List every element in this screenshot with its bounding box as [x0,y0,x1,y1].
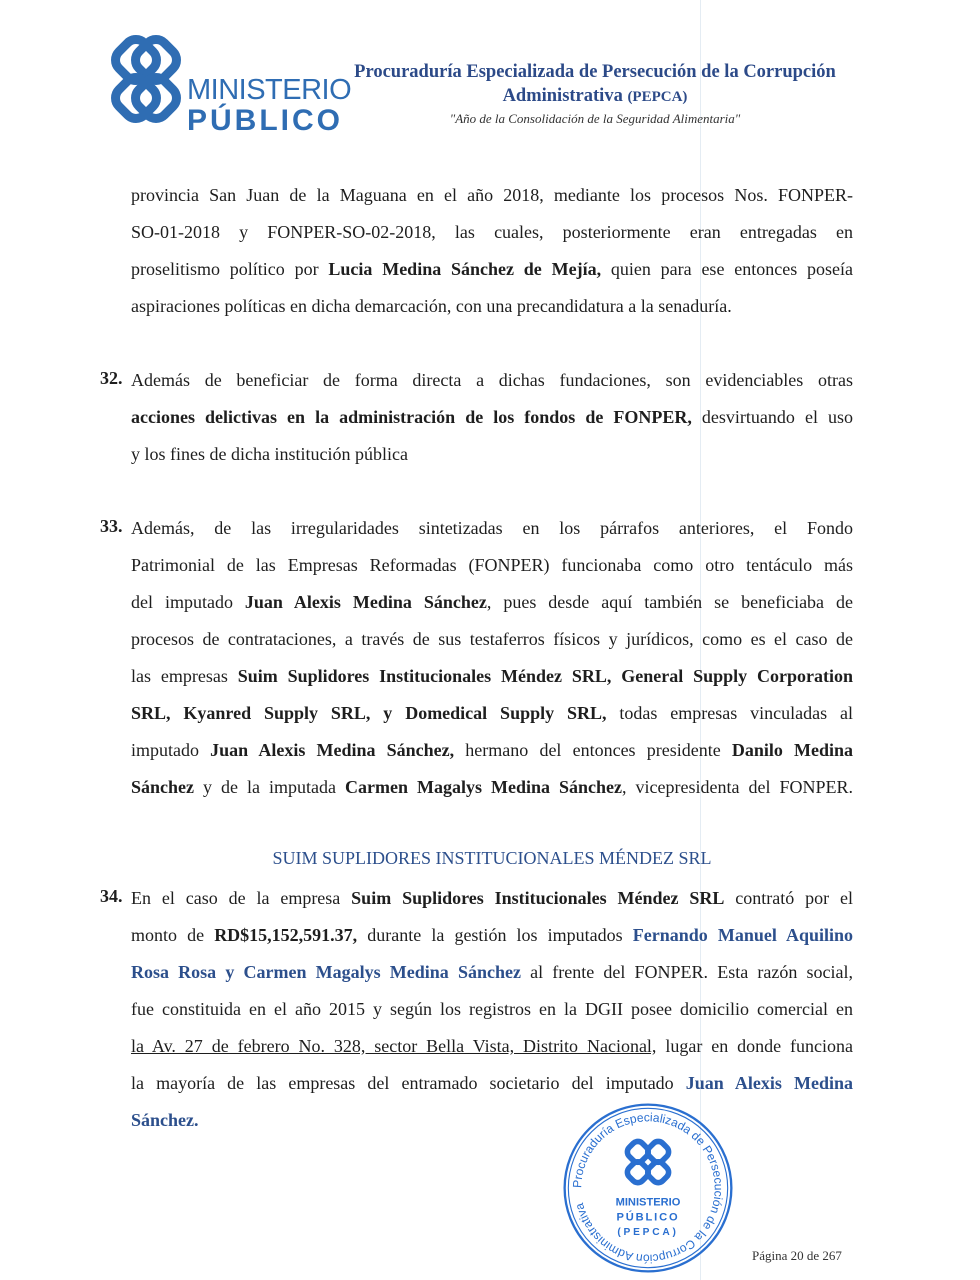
knot-logo-icon [104,34,184,134]
text-line [131,516,853,553]
paragraph-34 [100,886,853,1145]
text-run: las empresas [131,666,238,686]
text-run: la mayoría de las empresas del entramado societario del imputado [131,1073,686,1093]
text-run: y de la imputada [194,777,345,797]
text-line [131,960,853,997]
header-title-administrativa: Administrativa [502,86,623,106]
text-line [131,368,853,405]
text-line [131,997,853,1034]
stamp-line2: PÚBLICO [616,1211,680,1224]
text-line [131,1108,853,1145]
text-line [131,1034,853,1071]
text-run: imputado [131,740,211,760]
stamp-line1: MINISTERIO [615,1196,681,1209]
header-acronym: (PEPCA) [627,89,688,105]
bold-name: Juan Alexis Medina Sánchez [244,592,487,612]
text-run: monto de [131,925,215,945]
text-run: desvirtuando el uso [691,407,853,427]
text-run: provincia San Juan de la Maguana en el año 2018, mediante los procesos Nos. FONPER- [131,185,853,205]
text-line [131,1071,853,1108]
document-header [330,60,860,129]
text-line [131,220,853,257]
text-run: quien para ese entonces poseía [601,259,853,279]
text-run: fue constituida en el año 2015 y según los registros en la DGII posee domicilio comercial en [131,999,853,1019]
stamp-line3: (PEPCA) [617,1227,679,1239]
pepca-stamp [560,1100,736,1276]
text-line [131,442,853,479]
text-run: durante la gestión los imputados [357,925,633,945]
text-run: procesos de contrataciones, a través de sus testaferros físicos y jurídicos, como es el caso de [131,629,853,649]
bold-name: Rosa Rosa y Carmen Magalys Medina Sánchez [131,962,521,982]
text-run: contrató por el [724,888,853,908]
bold-name: RD$15,152,591.37, [214,925,358,945]
bold-name: Sánchez. [131,1110,199,1130]
bold-name: Suim Suplidores Institucionales Méndez SRL, General Supply Corporation [237,666,854,686]
text-run: , vicepresidenta del FONPER. [622,777,853,797]
text-run: aspiraciones políticas en dicha demarcación, con una precandidatura a la senaduría. [131,296,732,316]
bold-name: acciones delictivas en la administración de los fondos de FONPER, [131,407,692,427]
bold-name: Suim Suplidores Institucionales Méndez SRL [351,888,725,908]
header-title-line1: Procuraduría Especializada de Persecución de la Corrupción [354,62,836,82]
text-run: Patrimonial de las Empresas Reformadas (FONPER) funcionaba como otro tentáculo más [131,555,853,575]
stamp-ring-text: Procuraduría Especializada de Persecución de la Corrupción Administrativa [570,1110,726,1266]
logo-text-ministerio: MINISTERIO [187,74,352,106]
paragraph-number: 32. [100,368,123,388]
bold-name: SRL, Kyanred Supply SRL, y Domedical Supply SRL, [131,703,607,723]
bold-name: Fernando Manuel Aquilino [632,925,853,945]
text-run: del imputado [131,592,245,612]
bold-name: Juan Alexis Medina Sánchez, [210,740,455,760]
text-run: , pues desde aquí también se beneficiaba de [486,592,854,612]
text-line [131,294,853,331]
text-line [131,183,853,220]
paragraph-continuation [131,183,853,331]
text-line [131,738,853,775]
text-run: lugar en donde funciona [656,1036,853,1056]
paragraph-32 [100,368,853,479]
logo-text-publico: PÚBLICO [187,104,343,137]
text-line [131,590,853,627]
text-run: Además, de las irregularidades sintetizadas en los párrafos anteriores, el Fondo [131,518,853,538]
ministerio-publico-logo [104,34,352,137]
underlined-address: la Av. 27 de febrero No. 328, sector Bella Vista, Distrito Nacional, [131,1036,657,1056]
text-run: todas empresas vinculadas al [606,703,853,723]
text-run: Además de beneficiar de forma directa a dichas fundaciones, son evidenciables otras [131,370,853,390]
text-run: y los fines de dicha institución pública [131,444,408,464]
bold-name: Carmen Magalys Medina Sánchez [345,777,622,797]
text-line [131,701,853,738]
text-run: SO-01-2018 y FONPER-SO-02-2018, las cuales, posteriormente eran entregadas en [131,222,853,242]
bold-name: Lucia Medina Sánchez de Mejía, [328,259,602,279]
text-line [131,553,853,590]
stamp-knot-icon [625,1139,672,1186]
text-line [131,257,853,294]
text-run: hermano del entonces presidente [454,740,732,760]
text-run: En el caso de la empresa [131,888,352,908]
bold-name: Juan Alexis Medina [685,1073,853,1093]
header-motto: "Año de la Consolidación de la Seguridad Alimentaria" [449,111,741,126]
text-line [131,664,853,701]
text-line [131,923,853,960]
section-heading: SUIM SUPLIDORES INSTITUCIONALES MÉNDEZ SRL [272,848,712,868]
bold-name: Sánchez [131,777,194,797]
paragraph-number: 33. [100,516,123,536]
text-line [131,405,853,442]
page-number: Página 20 de 267 [752,1248,842,1263]
text-line [131,627,853,664]
text-run: al frente del FONPER. Esta razón social, [520,962,853,982]
text-run: proselitismo político por [131,259,329,279]
text-line [131,775,853,812]
paragraph-number: 34. [100,886,123,906]
text-line [131,886,853,923]
bold-name: Danilo Medina [731,740,854,760]
header-title-line2 [330,84,860,109]
paragraph-33 [100,516,854,812]
